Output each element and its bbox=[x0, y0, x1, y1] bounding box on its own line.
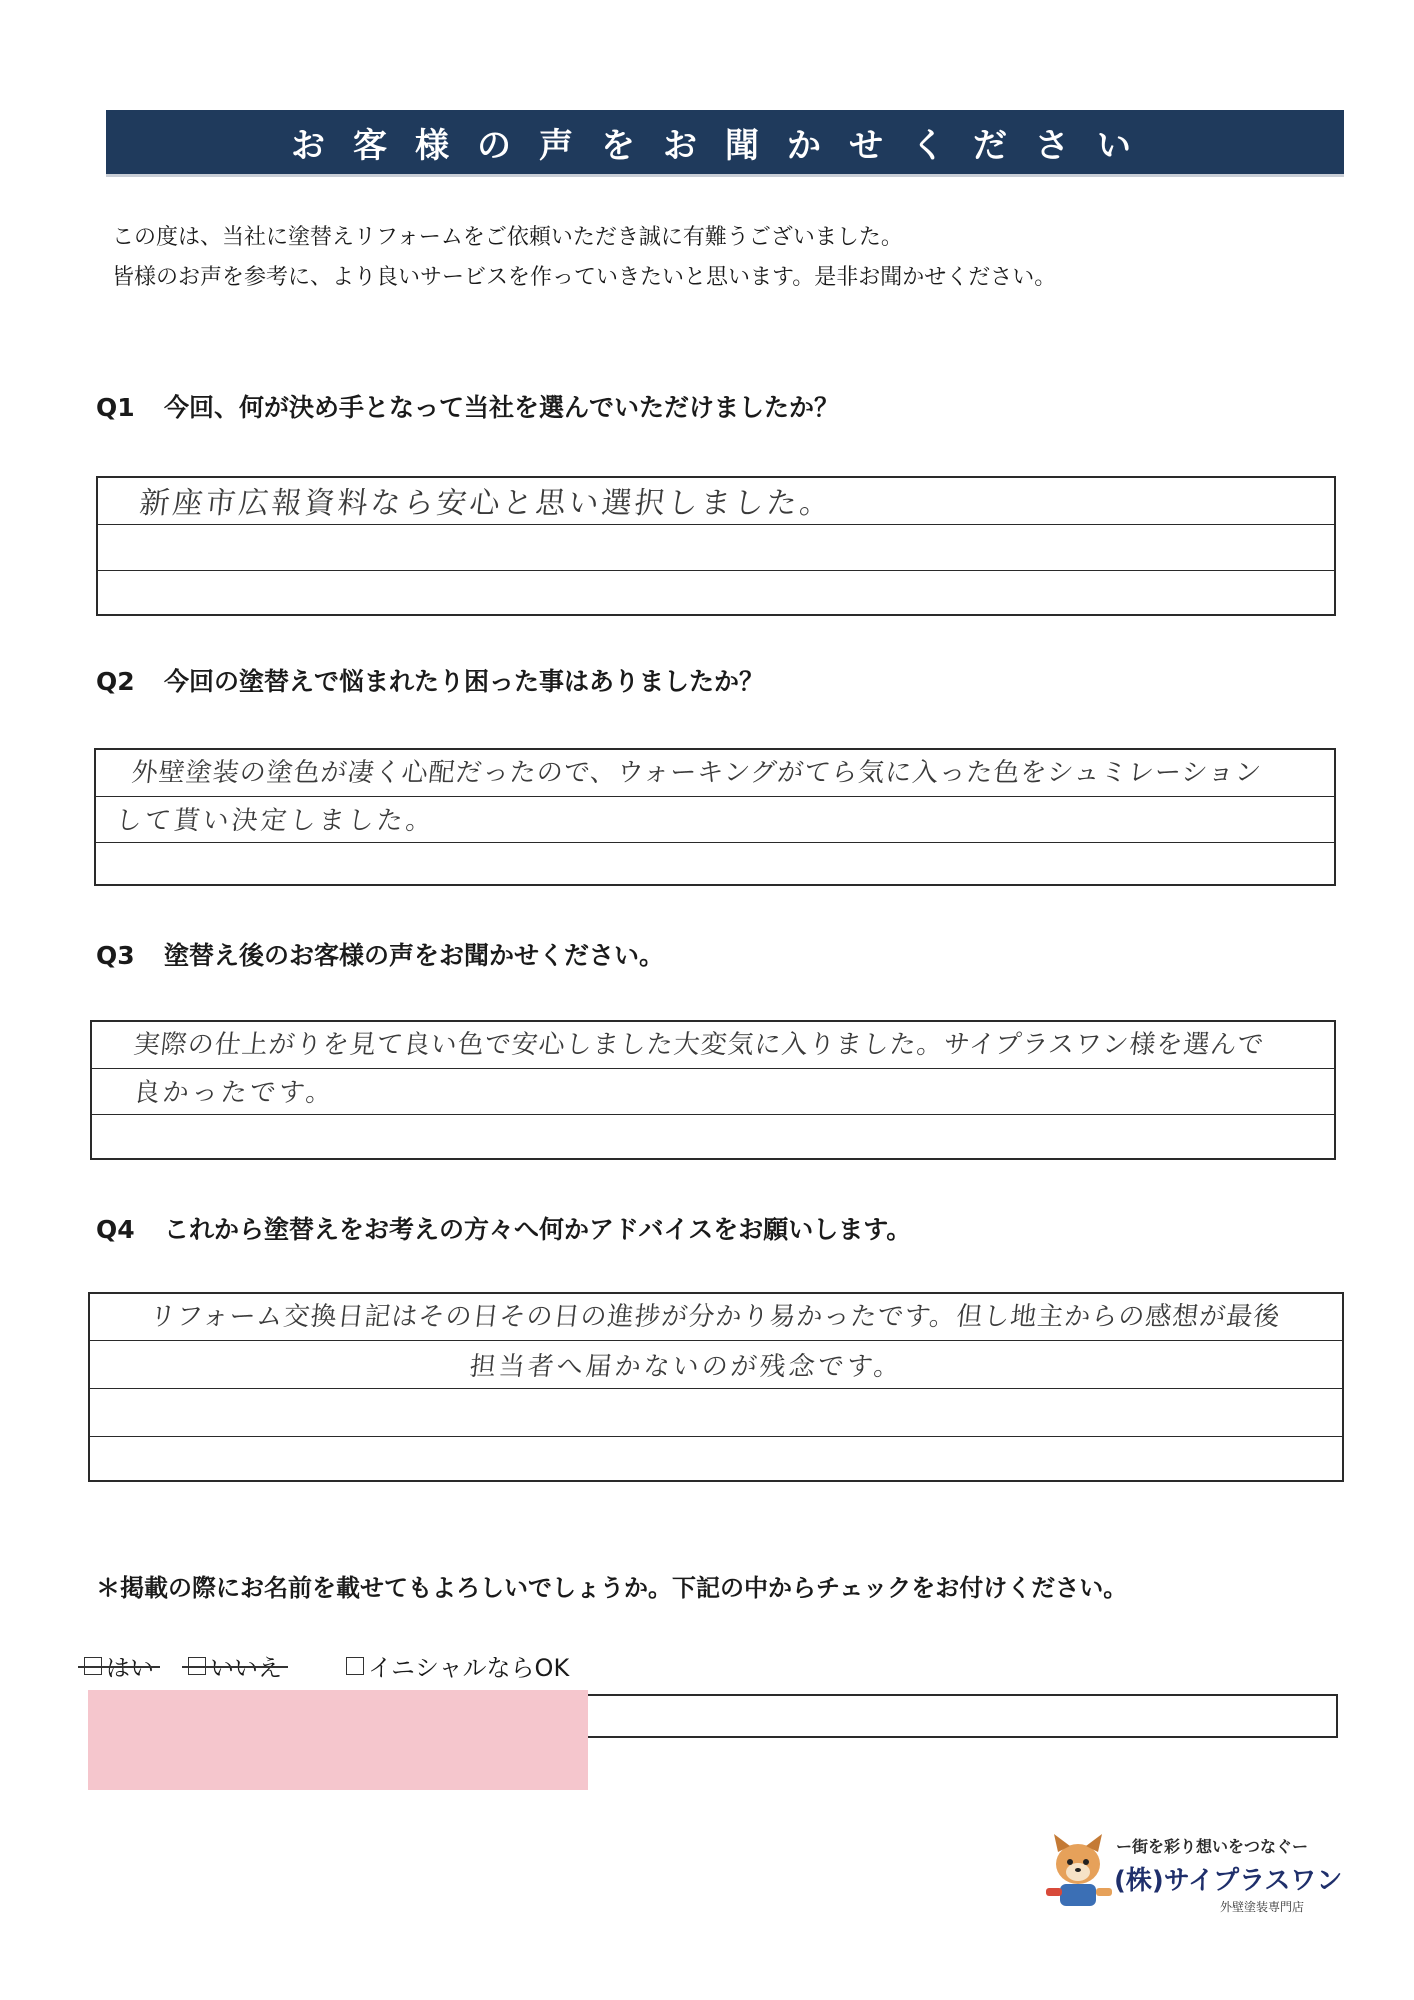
question-4-number: Q4 bbox=[96, 1215, 135, 1244]
answer-2-line-1: 外壁塗装の塗色が凄く心配だったので、ウォーキングがてら気に入った色をシュミレーション bbox=[130, 758, 1264, 788]
choice-yes[interactable] bbox=[84, 1648, 154, 1683]
checkbox-icon[interactable] bbox=[188, 1657, 206, 1675]
checkbox-icon[interactable] bbox=[346, 1657, 364, 1675]
answer-4-line-2: 担当者へ届かないのが残念です。 bbox=[468, 1352, 905, 1382]
mascot-dog-icon bbox=[1044, 1830, 1114, 1912]
page-title: お客様の声をお聞かせください bbox=[291, 125, 1159, 166]
question-4-text: これから塗替えをお考えの方々へ何かアドバイスをお願いします。 bbox=[164, 1215, 912, 1244]
answer-3-line-2: 良かったです。 bbox=[132, 1078, 337, 1108]
logo-company-name: (株)サイプラスワン bbox=[1114, 1866, 1343, 1896]
question-3-text: 塗替え後のお客様の声をお聞かせください。 bbox=[164, 941, 665, 970]
question-2-number: Q2 bbox=[96, 667, 135, 696]
choice-no[interactable] bbox=[188, 1648, 282, 1683]
checkbox-icon[interactable] bbox=[84, 1657, 102, 1675]
question-1 bbox=[96, 388, 839, 424]
answer-4-line-1: リフォーム交換日記はその日その日の進捗が分かり易かったです。但し地主からの感想が最後 bbox=[148, 1302, 1282, 1332]
answer-3-line-1: 実際の仕上がりを見て良い色で安心しました大変気に入りました。サイプラスワン様を選んで bbox=[132, 1030, 1266, 1060]
company-logo bbox=[1044, 1830, 1343, 1920]
choice-yes-label: はい bbox=[106, 1654, 154, 1682]
choice-initial[interactable] bbox=[346, 1648, 569, 1683]
publish-consent-note: ＊掲載の際にお名前を載せてもよろしいでしょうか。下記の中からチェックをお付けください。 bbox=[96, 1574, 1128, 1602]
name-publish-choices bbox=[84, 1648, 569, 1683]
answer-1-line-1: 新座市広報資料なら安心と思い選択しました。 bbox=[137, 486, 835, 521]
question-3-number: Q3 bbox=[96, 941, 135, 970]
intro-line-1: この度は、当社に塗替えリフォームをご依頼いただき誠に有難うございました。 bbox=[112, 225, 903, 250]
question-2-text: 今回の塗替えで悩まれたり困った事はありましたか？ bbox=[164, 667, 765, 696]
choice-no-label: いいえ bbox=[210, 1654, 282, 1682]
logo-tagline: ー街を彩り想いをつなぐー bbox=[1116, 1837, 1309, 1856]
question-3 bbox=[96, 936, 664, 972]
intro-line-2: 皆様のお声を参考に、より良いサービスを作っていきたいと思います。是非お聞かせください。 bbox=[112, 265, 1057, 290]
logo-subtitle: 外壁塗装専門店 bbox=[1220, 1900, 1305, 1914]
question-1-number: Q1 bbox=[96, 393, 135, 422]
page-title-banner bbox=[106, 110, 1344, 174]
choice-initial-label: イニシャルならOK bbox=[368, 1654, 570, 1682]
question-4 bbox=[96, 1210, 911, 1246]
intro-text bbox=[112, 218, 1332, 298]
redacted-name-block bbox=[88, 1690, 588, 1790]
answer-2-line-2: して貰い決定しました。 bbox=[114, 806, 437, 836]
question-2 bbox=[96, 662, 764, 698]
question-1-text: 今回、何が決め手となって当社を選んでいただけましたか？ bbox=[164, 393, 840, 422]
